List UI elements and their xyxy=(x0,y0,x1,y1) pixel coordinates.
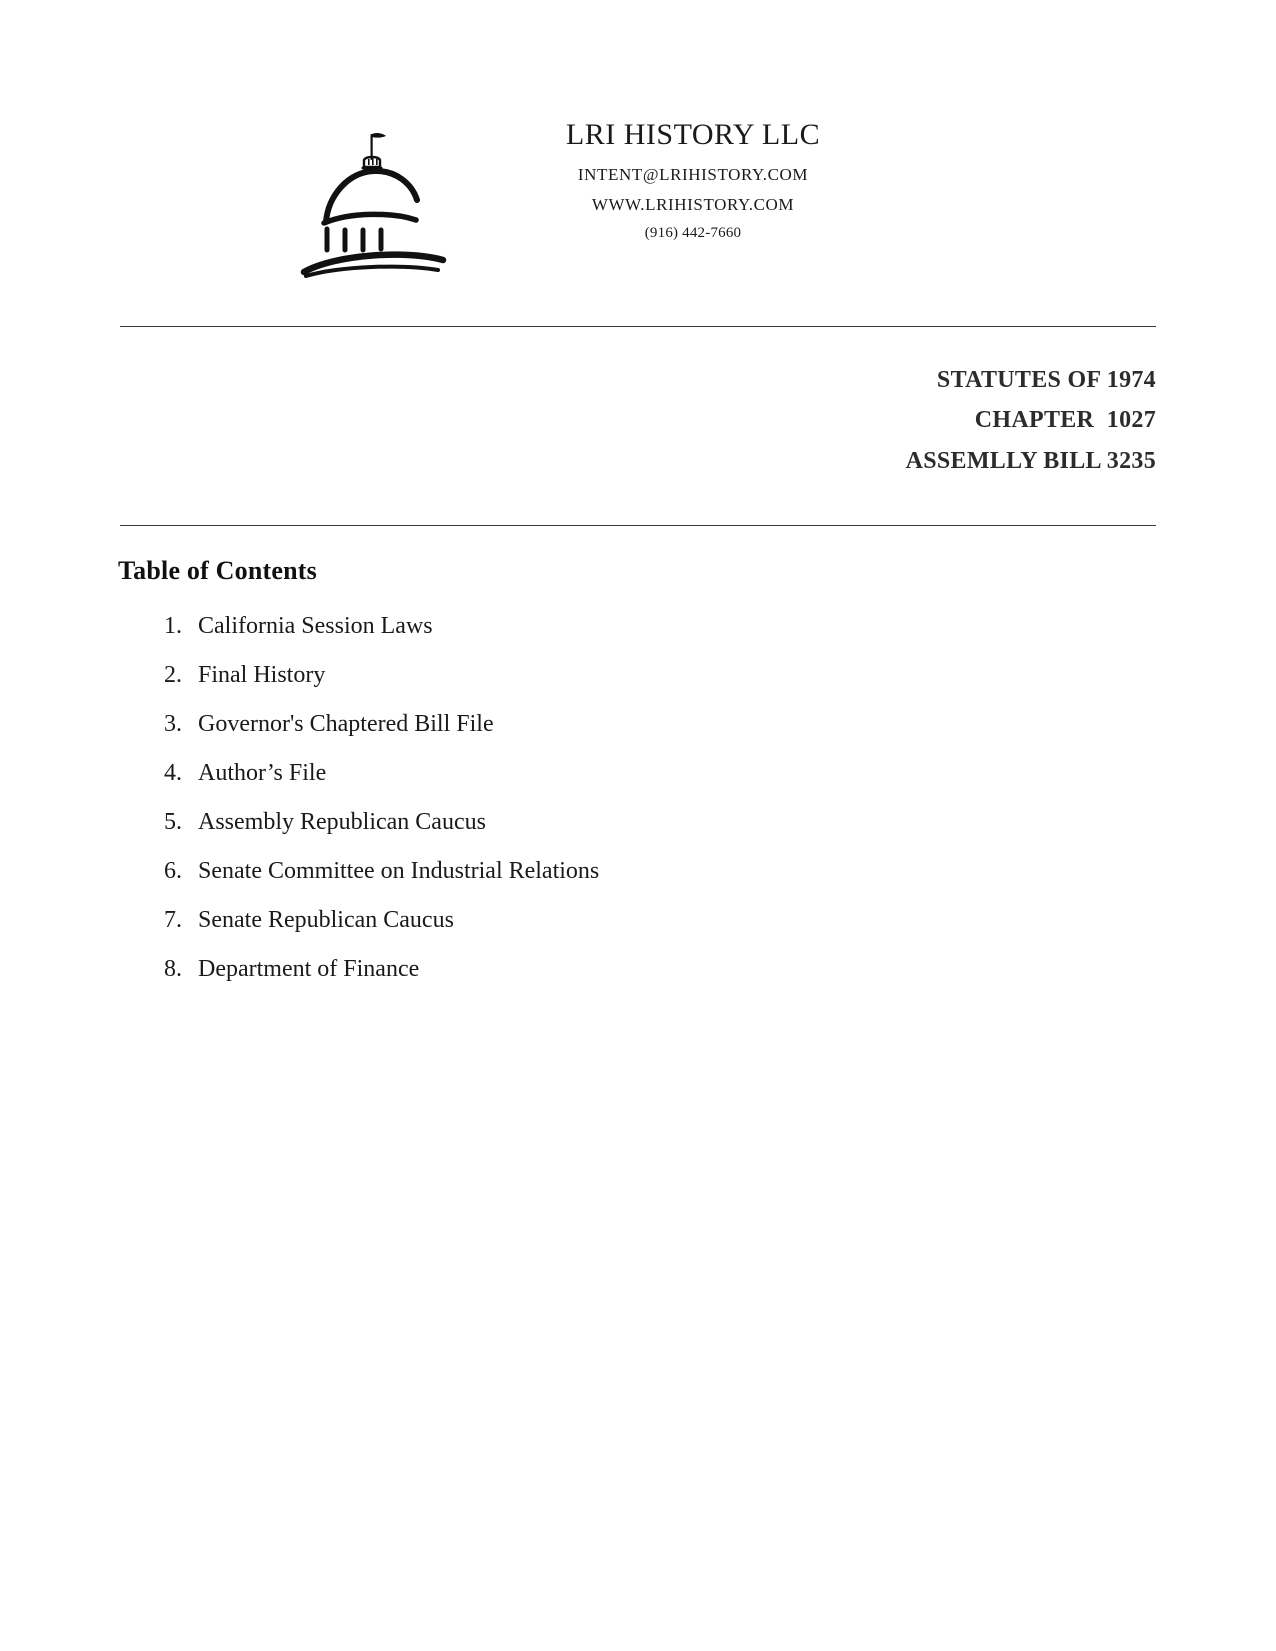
brand-block xyxy=(478,118,908,242)
divider-top xyxy=(120,326,1156,327)
list-item-number: 2. xyxy=(164,662,182,688)
list-item xyxy=(140,663,1040,687)
divider-bottom xyxy=(120,525,1156,526)
list-item-number: 4. xyxy=(164,760,182,786)
title-chapter: CHAPTER 1027 xyxy=(974,407,1156,434)
document-title-block xyxy=(120,360,1156,481)
letterhead xyxy=(0,118,1276,291)
company-phone: (916) 442-7660 xyxy=(644,225,742,241)
list-item-number: 6. xyxy=(164,858,182,884)
capitol-dome-logo-icon xyxy=(300,126,450,291)
table-of-contents-heading: Table of Contents xyxy=(118,556,317,585)
list-item-number: 5. xyxy=(164,809,182,835)
list-item xyxy=(140,810,1040,834)
list-item-label: Senate Committee on Industrial Relations xyxy=(198,858,600,884)
list-item-label: Assembly Republican Caucus xyxy=(198,809,486,835)
company-name: LRI HISTORY LLC xyxy=(565,118,821,151)
list-item-label: California Session Laws xyxy=(198,613,433,639)
logo-container xyxy=(290,118,460,291)
company-email: INTENT@LRIHISTORY.COM xyxy=(577,165,809,184)
list-item-label: Department of Finance xyxy=(198,956,420,982)
list-item-number: 8. xyxy=(164,956,182,982)
list-item xyxy=(140,957,1040,981)
list-item-label: Author’s File xyxy=(198,760,327,786)
list-item xyxy=(140,859,1040,883)
list-item-number: 3. xyxy=(164,711,182,737)
title-statutes: STATUTES OF 1974 xyxy=(936,367,1156,393)
list-item-number: 1. xyxy=(164,613,182,639)
list-item xyxy=(140,761,1040,785)
list-item-label: Senate Republican Caucus xyxy=(198,907,454,933)
company-website: WWW.LRIHISTORY.COM xyxy=(591,195,795,214)
list-item xyxy=(140,712,1040,736)
title-bill: ASSEMLLY BILL 3235 xyxy=(905,447,1156,474)
list-item-label: Governor's Chaptered Bill File xyxy=(198,711,494,737)
list-item xyxy=(140,908,1040,932)
list-item xyxy=(140,614,1040,638)
list-item-label: Final History xyxy=(198,662,326,688)
table-of-contents-list xyxy=(140,614,1040,1006)
list-item-number: 7. xyxy=(164,907,182,933)
